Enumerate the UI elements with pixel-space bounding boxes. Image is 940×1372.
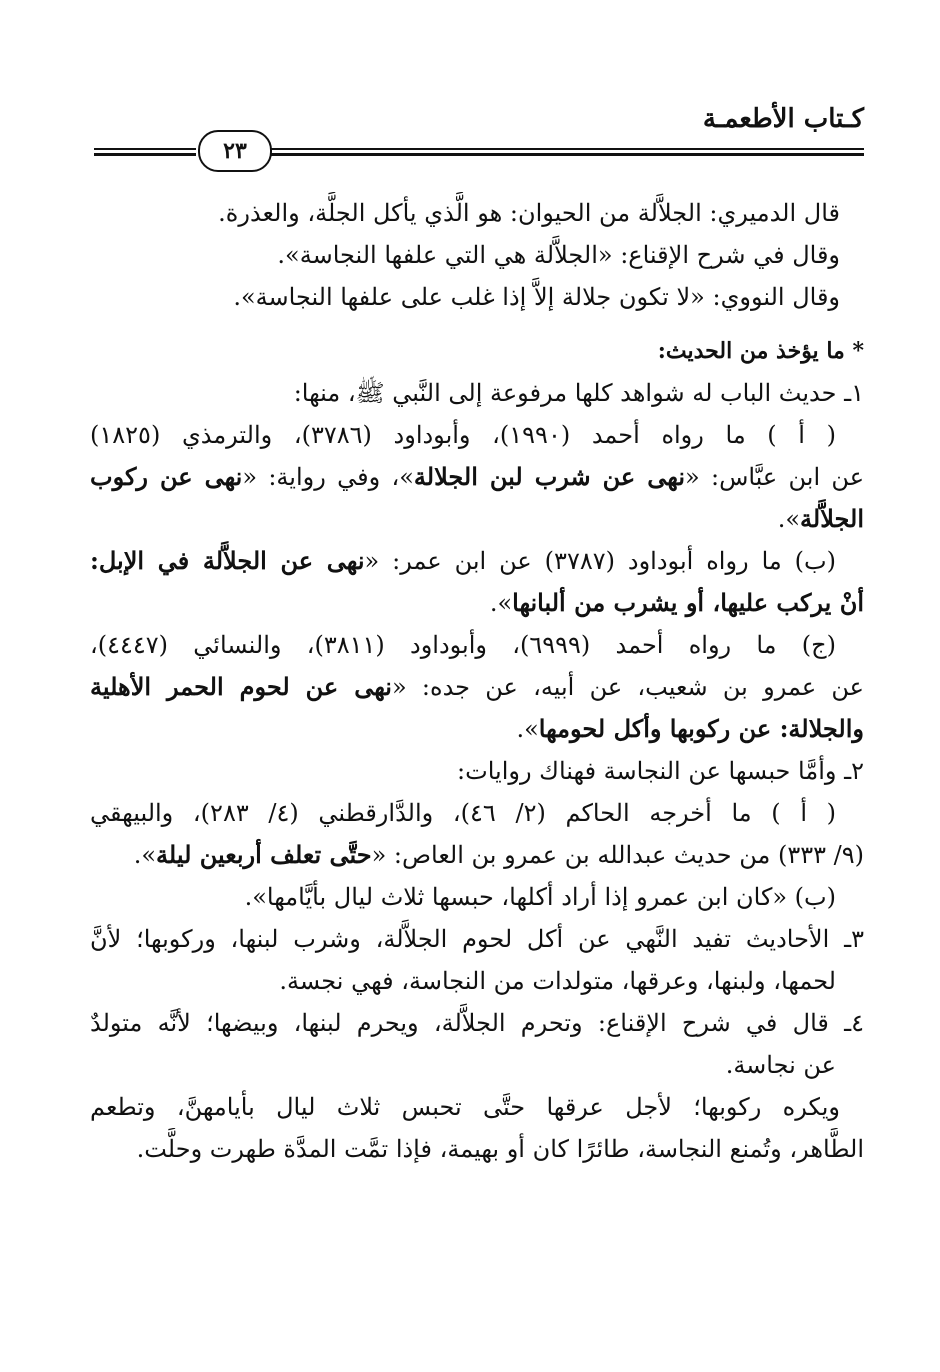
point-2-b: (ب) «كان ابن عمرو إذا أراد أكلها، حبسها ثلاث ليال بأيَّامها». xyxy=(244,883,836,911)
point-3-line-1: ٣ـ الأحاديث تفيد النَّهي عن أكل لحوم الجلاَّلة، وشرب لبنها، وركوبها؛ لأنَّ xyxy=(90,925,864,953)
header-rule-left-thick xyxy=(94,153,196,156)
point-4-line-2: عن نجاسة. xyxy=(725,1051,836,1079)
point-4-line-1: ٤ـ قال في شرح الإقناع: وتحرم الجلاَّلة، ويحرم لبنها، وبيضها؛ لأنَّه متولدٌ xyxy=(90,1009,864,1037)
point-1-b-line-2: أنْ يركب عليها، أو يشرب من ألبانها». xyxy=(489,588,864,617)
paragraph-iqna: وقال في شرح الإقناع: «الجلاَّلة هي التي علفها النجاسة». xyxy=(277,241,840,269)
point-1-c-line-2: عن عمرو بن شعيب، عن أبيه، عن جده: «نهى عن لحوم الحمر الأهلية xyxy=(90,672,864,701)
point-1: ١ـ حديث الباب له شواهد كلها مرفوعة إلى النَّبي ﷺ، منها: xyxy=(293,379,864,407)
header-rule-right xyxy=(270,148,864,150)
section-heading: * ما يؤخذ من الحديث: xyxy=(657,338,864,364)
point-2: ٢ـ وأمَّا حبسها عن النجاسة فهناك روايات: xyxy=(457,757,864,785)
point-1-a-line-1: ( أ ) ما رواه أحمد (١٩٩٠)، وأبوداود (٣٧٨٦)، والترمذي (١٨٢٥) xyxy=(90,421,836,449)
closing-paragraph-line-1: ويكره ركوبها؛ لأجل عرقها حتَّى تحبس ثلاث ليال بأيامهنَّ، وتطعم xyxy=(90,1093,840,1121)
point-1-c-line-1: (ج) ما رواه أحمد (٦٩٩٩)، وأبوداود (٣٨١١)، والنسائي (٤٤٤٧)، xyxy=(90,631,836,659)
point-1-a-line-3: الجلاَّلة». xyxy=(777,504,864,533)
point-3-line-2: لحمها، ولبنها، وعرقها، متولدات من النجاسة، فهي نجسة. xyxy=(279,967,836,995)
point-1-b-line-1: (ب) ما رواه أبوداود (٣٧٨٧) عن ابن عمر: «نهى عن الجلاَّلة في الإبل: xyxy=(90,546,837,575)
header-rule-left xyxy=(94,148,196,150)
page-number: ٢٣ xyxy=(223,138,247,164)
point-1-a-line-2: عن ابن عبَّاس: «نهى عن شرب لبن الجلالة»، وفي رواية: «نهى عن ركوب xyxy=(90,462,864,491)
page-body xyxy=(90,192,864,1170)
paragraph-nawawi: وقال النووي: «لا تكون جلالة إلاَّ إذا غلب على علفها النجاسة». xyxy=(233,283,840,311)
point-2-a-line-1: ( أ ) ما أخرجه الحاكم (٢/ ٤٦)، والدَّارقطني (٤/ ٢٨٣)، والبيهقي xyxy=(90,799,837,827)
closing-paragraph-line-2: الطَّاهر، وتُمنع النجاسة، طائرًا كان أو بهيمة، فإذا تمَّت المدَّة طهرت وحلَّت. xyxy=(136,1135,864,1163)
paragraph-damiri: قال الدميري: الجلاَّلة من الحيوان: هو الَّذي يأكل الجلَّة، والعذرة. xyxy=(218,199,840,227)
point-2-a-line-2: (٩/ ٣٣٣) من حديث عبدالله بن عمرو بن العاص: «حتَّى تعلف أربعين ليلة». xyxy=(133,840,864,869)
header-rule-right-thick xyxy=(270,153,864,156)
page-number-badge xyxy=(198,130,272,172)
point-1-c-line-3: والجلالة: عن ركوبها وأكل لحومها». xyxy=(516,714,864,743)
running-title: كـتاب الأطعمـة xyxy=(702,104,864,134)
